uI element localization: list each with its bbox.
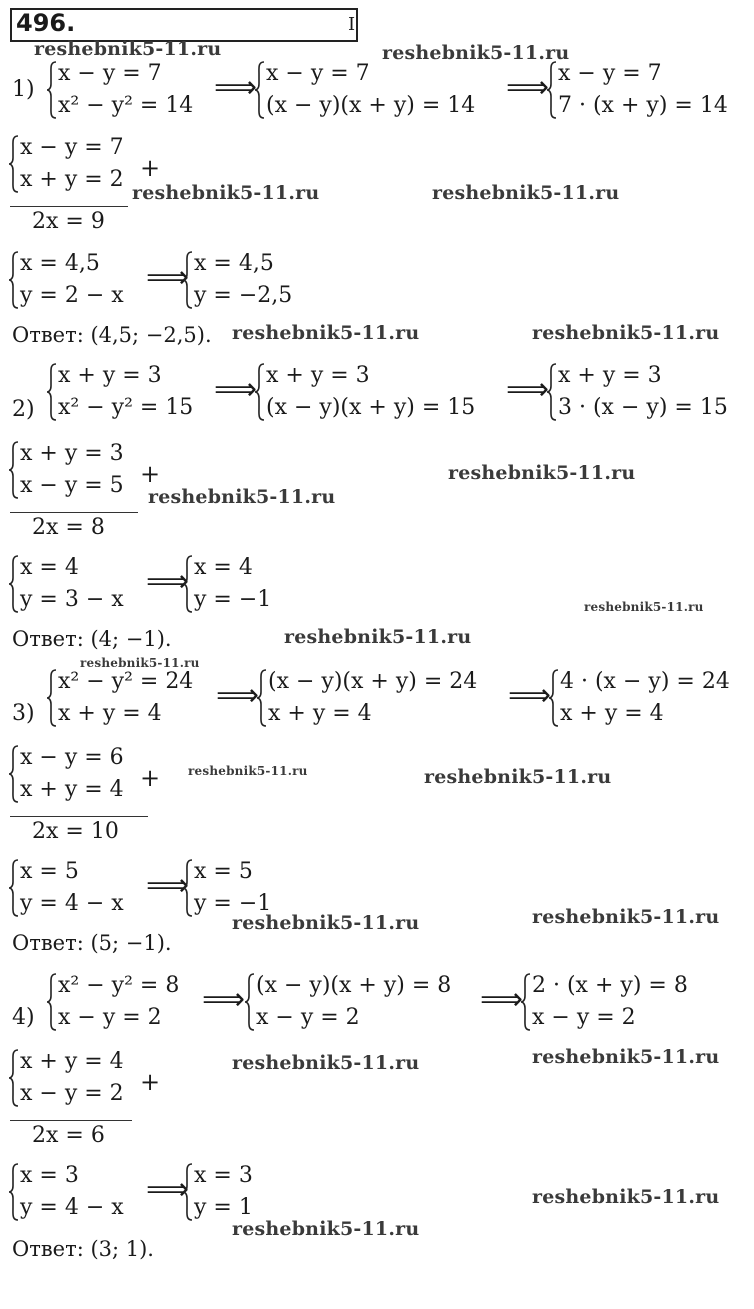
- implies-arrow: ⟹: [508, 678, 552, 713]
- left-brace: [244, 972, 256, 1032]
- equation-line: x + y = 4: [20, 777, 124, 802]
- equation-line: y = 3 − x: [20, 587, 124, 612]
- item-label: 4): [12, 1005, 35, 1030]
- equation-line: x = 3: [20, 1163, 79, 1188]
- item-label: 3): [12, 701, 35, 726]
- equation-system: [20, 248, 124, 312]
- equation-system: [58, 58, 193, 122]
- watermark: reshebnik5-11.ru: [448, 462, 636, 484]
- equation-system: [194, 1160, 253, 1224]
- implies-arrow: ⟹: [214, 372, 258, 407]
- problem-number: 496.: [16, 9, 76, 37]
- left-brace: [8, 554, 20, 614]
- equation-line: (x − y)(x + y) = 15: [266, 395, 476, 420]
- equation-line: y = −1: [194, 587, 272, 612]
- equation-line: x − y = 2: [20, 1081, 124, 1106]
- equation-line: y = 1: [194, 1195, 253, 1220]
- watermark: reshebnik5-11.ru: [432, 182, 620, 204]
- equation-system: [194, 856, 271, 920]
- equation-system: [20, 742, 124, 806]
- item-label: 2): [12, 397, 35, 422]
- equation-line: (x − y)(x + y) = 24: [268, 669, 478, 694]
- watermark: reshebnik5-11.ru: [34, 38, 222, 60]
- left-brace: [46, 362, 58, 422]
- watermark: reshebnik5-11.ru: [532, 906, 720, 928]
- equation-line: x + y = 2: [20, 167, 124, 192]
- equation-line: 7 · (x + y) = 14: [558, 93, 728, 118]
- answer-line: Ответ: (4,5; −2,5).: [12, 323, 212, 347]
- implies-arrow: ⟹: [214, 70, 258, 105]
- equation-line: x + y = 3: [20, 441, 124, 466]
- equation-line: x = 3: [194, 1163, 253, 1188]
- equation-system: [266, 58, 475, 122]
- equation-line: x − y = 7: [58, 61, 162, 86]
- watermark: reshebnik5-11.ru: [382, 42, 570, 64]
- plus-sign: +: [140, 1068, 161, 1096]
- equation-system: [20, 1160, 124, 1224]
- equation-system: [58, 666, 193, 730]
- sum-result: 2x = 10: [32, 819, 119, 844]
- answer-line: Ответ: (3; 1).: [12, 1237, 154, 1261]
- equation-system: [532, 970, 688, 1034]
- left-brace: [256, 668, 268, 728]
- answer-line: Ответ: (5; −1).: [12, 931, 172, 955]
- left-brace: [8, 250, 20, 310]
- watermark: reshebnik5-11.ru: [284, 626, 472, 648]
- implies-arrow: ⟹: [216, 678, 260, 713]
- equation-system: [20, 856, 124, 920]
- left-brace: [520, 972, 532, 1032]
- implies-arrow: ⟹: [146, 260, 190, 295]
- watermark: reshebnik5-11.ru: [188, 764, 308, 778]
- sum-result: 2x = 9: [32, 209, 105, 234]
- left-brace: [46, 668, 58, 728]
- equation-line: x = 5: [20, 859, 79, 884]
- equation-system: [194, 248, 292, 312]
- left-brace: [8, 744, 20, 804]
- left-brace: [548, 668, 560, 728]
- equation-line: x − y = 7: [266, 61, 370, 86]
- equation-system: [20, 438, 124, 502]
- equation-line: y = 4 − x: [20, 1195, 124, 1220]
- equation-line: x − y = 2: [532, 1005, 636, 1030]
- plus-sign: +: [140, 764, 161, 792]
- equation-line: 3 · (x − y) = 15: [558, 395, 728, 420]
- equation-system: [20, 1046, 124, 1110]
- equation-system: [558, 58, 728, 122]
- watermark: reshebnik5-11.ru: [232, 912, 420, 934]
- equation-system: [20, 552, 124, 616]
- implies-arrow: ⟹: [506, 70, 550, 105]
- equation-line: y = −2,5: [194, 283, 293, 308]
- equation-system: [268, 666, 477, 730]
- sum-result: 2x = 8: [32, 515, 105, 540]
- watermark: reshebnik5-11.ru: [584, 600, 704, 614]
- implies-arrow: ⟹: [506, 372, 550, 407]
- watermark: reshebnik5-11.ru: [132, 182, 320, 204]
- equation-line: x − y = 2: [58, 1005, 162, 1030]
- equation-line: x − y = 5: [20, 473, 124, 498]
- watermark: reshebnik5-11.ru: [232, 1052, 420, 1074]
- left-brace: [8, 1162, 20, 1222]
- left-brace: [46, 60, 58, 120]
- equation-system: [58, 970, 179, 1034]
- left-brace: [182, 858, 194, 918]
- equation-line: (x − y)(x + y) = 14: [266, 93, 476, 118]
- left-brace: [546, 362, 558, 422]
- watermark: reshebnik5-11.ru: [148, 486, 336, 508]
- equation-system: [58, 360, 193, 424]
- equation-line: y = 4 − x: [20, 891, 124, 916]
- equation-line: x = 4,5: [20, 251, 100, 276]
- equation-line: x + y = 3: [558, 363, 662, 388]
- header-mark: I: [348, 14, 356, 35]
- implies-arrow: ⟹: [146, 564, 190, 599]
- left-brace: [46, 972, 58, 1032]
- equation-line: x + y = 4: [58, 701, 162, 726]
- plus-sign: +: [140, 154, 161, 182]
- equation-line: x² − y² = 15: [58, 395, 194, 420]
- left-brace: [8, 1048, 20, 1108]
- equation-line: x = 5: [194, 859, 253, 884]
- left-brace: [8, 440, 20, 500]
- implies-arrow: ⟹: [480, 982, 524, 1017]
- watermark: reshebnik5-11.ru: [532, 1186, 720, 1208]
- equation-line: 2 · (x + y) = 8: [532, 973, 688, 998]
- equation-line: x² − y² = 8: [58, 973, 180, 998]
- implies-arrow: ⟹: [202, 982, 246, 1017]
- equation-line: y = 2 − x: [20, 283, 124, 308]
- sum-result: 2x = 6: [32, 1123, 105, 1148]
- left-brace: [8, 858, 20, 918]
- watermark: reshebnik5-11.ru: [532, 1046, 720, 1068]
- left-brace: [182, 554, 194, 614]
- equation-system: [194, 552, 271, 616]
- equation-system: [558, 360, 728, 424]
- watermark: reshebnik5-11.ru: [232, 1218, 420, 1240]
- left-brace: [254, 60, 266, 120]
- left-brace: [546, 60, 558, 120]
- equation-line: x − y = 6: [20, 745, 124, 770]
- equation-line: x − y = 7: [20, 135, 124, 160]
- equation-system: [560, 666, 730, 730]
- equation-line: x² − y² = 14: [58, 93, 194, 118]
- equation-line: x = 4: [194, 555, 253, 580]
- implies-arrow: ⟹: [146, 1172, 190, 1207]
- watermark: reshebnik5-11.ru: [80, 656, 200, 670]
- left-brace: [182, 1162, 194, 1222]
- equation-system: [20, 132, 124, 196]
- equation-line: x + y = 3: [266, 363, 370, 388]
- left-brace: [8, 134, 20, 194]
- equation-system: [256, 970, 451, 1034]
- equation-line: x + y = 3: [58, 363, 162, 388]
- answer-line: Ответ: (4; −1).: [12, 627, 172, 651]
- watermark: reshebnik5-11.ru: [532, 322, 720, 344]
- equation-line: 4 · (x − y) = 24: [560, 669, 730, 694]
- left-brace: [182, 250, 194, 310]
- item-label: 1): [12, 77, 35, 102]
- equation-line: y = −1: [194, 891, 272, 916]
- equation-line: x + y = 4: [560, 701, 664, 726]
- watermark: reshebnik5-11.ru: [424, 766, 612, 788]
- equation-line: x² − y² = 24: [58, 669, 194, 694]
- equation-line: x + y = 4: [20, 1049, 124, 1074]
- plus-sign: +: [140, 460, 161, 488]
- equation-line: x = 4: [20, 555, 79, 580]
- equation-line: x = 4,5: [194, 251, 274, 276]
- watermark: reshebnik5-11.ru: [232, 322, 420, 344]
- equation-system: [266, 360, 475, 424]
- equation-line: x − y = 7: [558, 61, 662, 86]
- equation-line: x − y = 2: [256, 1005, 360, 1030]
- implies-arrow: ⟹: [146, 868, 190, 903]
- equation-line: x + y = 4: [268, 701, 372, 726]
- equation-line: (x − y)(x + y) = 8: [256, 973, 452, 998]
- left-brace: [254, 362, 266, 422]
